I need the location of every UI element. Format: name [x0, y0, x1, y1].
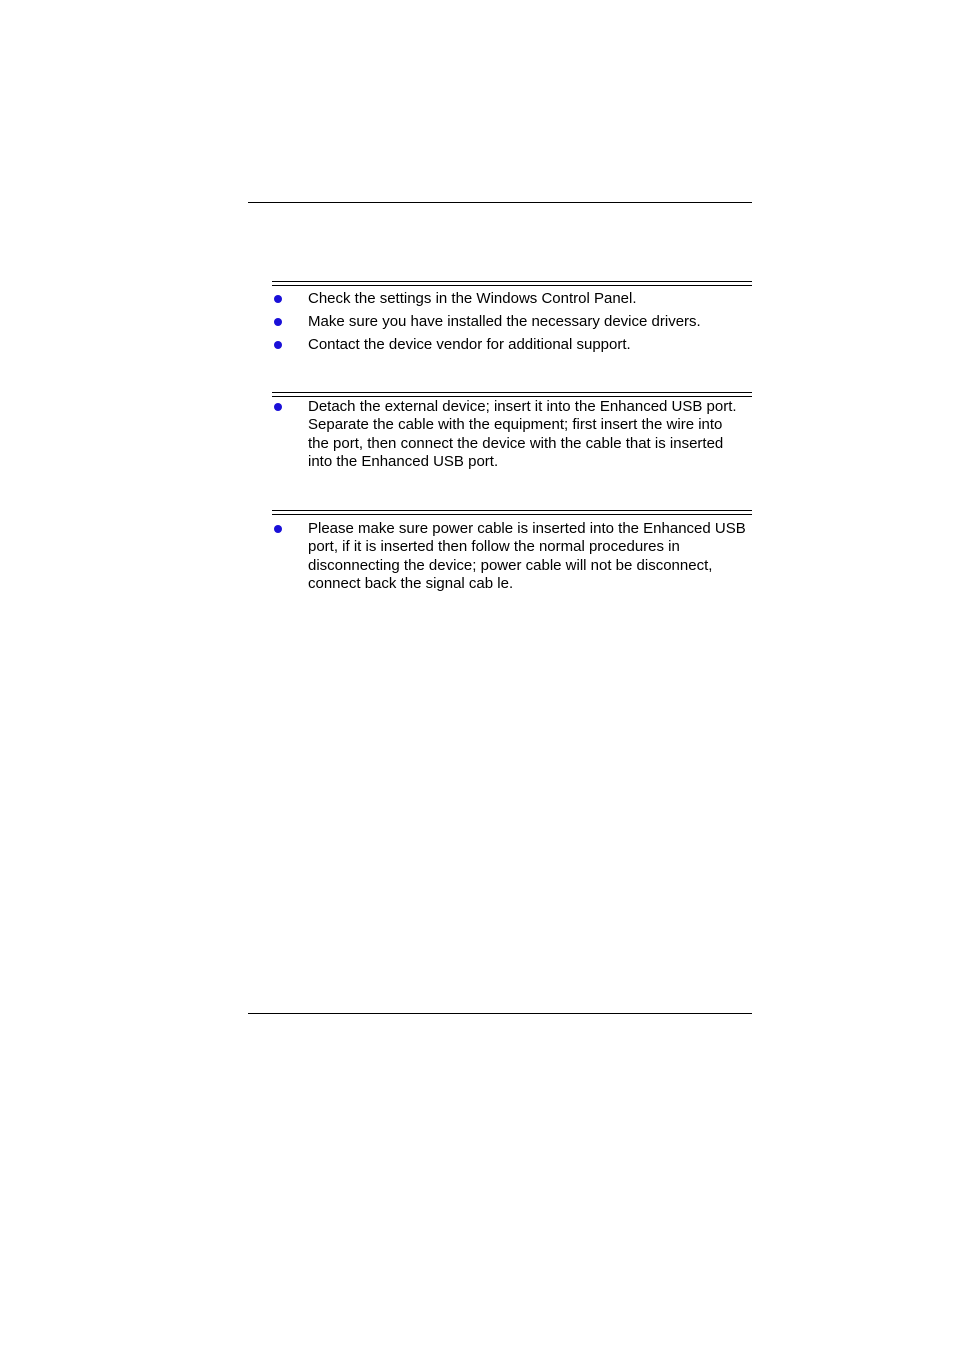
bullet-list	[272, 398, 752, 471]
bullet-dot-icon	[274, 525, 282, 533]
section-divider	[272, 510, 752, 515]
list-item-text: Check the settings in the Windows Control Panel.	[308, 290, 637, 307]
list-item	[272, 336, 752, 354]
list-item	[272, 520, 752, 593]
header-divider	[248, 202, 752, 203]
bullet-dot-icon	[274, 318, 282, 326]
list-item-text: Detach the external device; insert it into the Enhanced USB port. Separate the cable with the equipment; first insert the wire into the port, then connect the device with the cable that is inserted into the Enhanced USB port.	[308, 398, 737, 470]
list-item	[272, 398, 752, 471]
bullet-list	[272, 290, 752, 358]
list-item	[272, 313, 752, 331]
list-item-text: Please make sure power cable is inserted into the Enhanced USB port, if it is inserted then follow the normal procedures in disconnecting the device; power cable will not be disconnect, connect back the signal cab le.	[308, 520, 746, 592]
section-divider	[272, 281, 752, 286]
section-divider	[272, 392, 752, 397]
bullet-dot-icon	[274, 403, 282, 411]
bullet-dot-icon	[274, 295, 282, 303]
list-item	[272, 290, 752, 308]
list-item-text: Make sure you have installed the necessary device drivers.	[308, 312, 701, 330]
bullet-list	[272, 520, 752, 593]
bullet-dot-icon	[274, 341, 282, 349]
footer-divider	[248, 1013, 752, 1014]
list-item-text: Contact the device vendor for additional support.	[308, 335, 631, 353]
